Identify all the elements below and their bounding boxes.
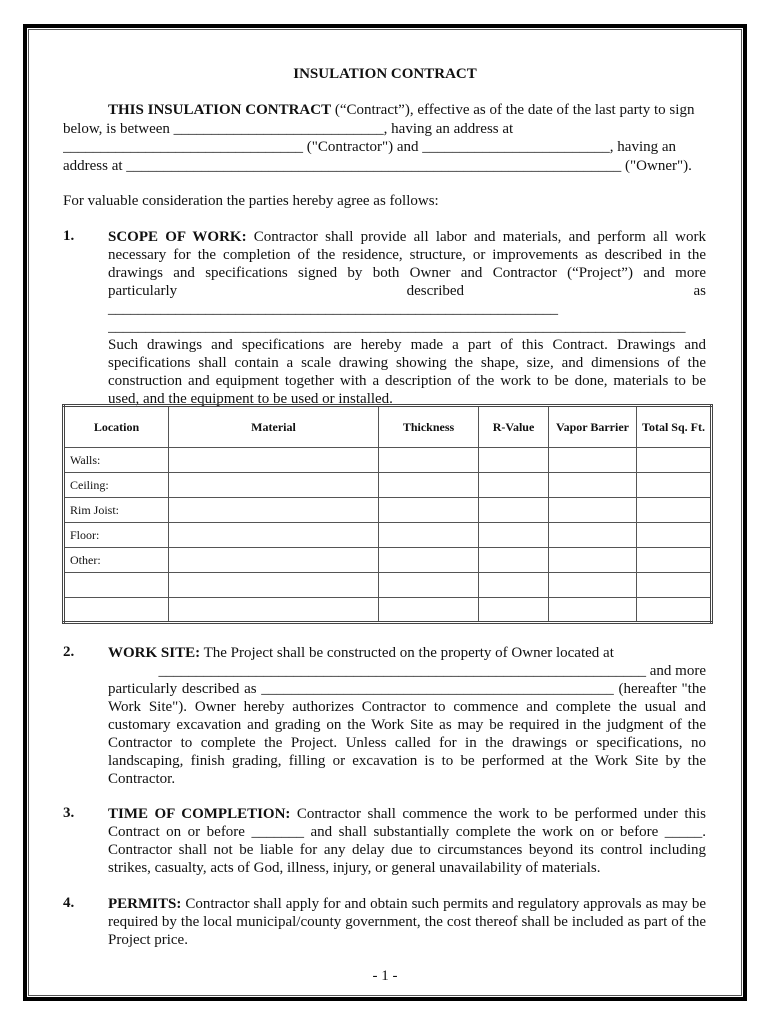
table-cell[interactable] xyxy=(379,473,479,498)
table-cell[interactable] xyxy=(379,548,479,573)
section-number: 2. xyxy=(63,644,75,660)
section-time-of-completion xyxy=(108,805,706,877)
section-text: Contractor shall commence the work to be performed under this Contract on or before _______ and shall substantially complete the work on or before _____. Contractor shall not be liable for any delay due to circumstances beyond its control including strikes, casualty, acts of God, illness, injury, or general unavailability of materials. xyxy=(108,806,706,876)
table-cell[interactable] xyxy=(549,498,637,523)
table-cell[interactable] xyxy=(637,573,712,598)
row-label: Rim Joist: xyxy=(64,498,169,523)
table-cell[interactable] xyxy=(379,448,479,473)
table-cell[interactable] xyxy=(479,473,549,498)
section-heading: PERMITS: xyxy=(108,896,182,912)
table-cell[interactable] xyxy=(479,598,549,623)
section-heading: TIME OF COMPLETION: xyxy=(108,806,291,822)
row-label: Ceiling: xyxy=(64,473,169,498)
table-cell[interactable] xyxy=(479,448,549,473)
document-title: INSULATION CONTRACT xyxy=(293,66,477,82)
section-heading: WORK SITE: xyxy=(108,645,201,661)
table-cell[interactable] xyxy=(169,498,379,523)
column-header: Vapor Barrier xyxy=(549,406,637,448)
section-number: 3. xyxy=(63,805,75,821)
table-cell[interactable] xyxy=(637,473,712,498)
section-text: Contractor shall provide all labor and materials, and perform all work necessary for the completion of the residence, structure, or improvements as described in the drawings and specifications signed by both Owner and Contractor (“Project”) and more particularly described as ____________________________________________________________ xyxy=(108,229,707,317)
table-cell[interactable] xyxy=(637,523,712,548)
column-header: Total Sq. Ft. xyxy=(637,406,712,448)
table-cell[interactable] xyxy=(549,448,637,473)
table-cell[interactable] xyxy=(637,448,712,473)
table-cell[interactable] xyxy=(169,473,379,498)
table-cell[interactable] xyxy=(637,598,712,623)
table-row xyxy=(64,448,712,473)
row-label[interactable] xyxy=(64,598,169,623)
section-text: The Project shall be constructed on the property of Owner located at xyxy=(200,645,614,661)
intro-paragraph xyxy=(63,101,701,175)
intro-line: (“Contract”), effective as of the date of the last party to sign xyxy=(331,102,695,118)
section-number: 1. xyxy=(63,228,75,244)
row-label: Floor: xyxy=(64,523,169,548)
section-number: 4. xyxy=(63,895,75,911)
table-row xyxy=(64,548,712,573)
row-label: Walls: xyxy=(64,448,169,473)
table-cell[interactable] xyxy=(549,473,637,498)
section-text: Such drawings and specifications are hereby made a part of this Contract. Drawings and specifications shall contain a scale drawing showing the shape, size, and dimensions of the construction and equipment together with a description of the work to be done, materials to be used, and the equipment to be used or installed. xyxy=(108,337,706,407)
blank-line: _________________________________________________________________ and more xyxy=(158,663,706,679)
section-text: particularly described as _______________________________________________ (hereafter "the Work Site"). Owner hereby authorizes Contractor to commence and complete the usual and customary excavation and grading on the Work Site as may be required in the judgment of the Contractor to complete the Project. Unless called for in the drawings or specifications, no landscaping, finish grading, filling or excavation is to be performed at the Work Site by the Contractor. xyxy=(108,681,706,787)
table-cell[interactable] xyxy=(379,523,479,548)
insulation-table xyxy=(62,404,713,624)
intro-line: address at __________________________________________________________________ ("Owner"). xyxy=(63,157,692,174)
table-cell[interactable] xyxy=(169,598,379,623)
table-row xyxy=(64,523,712,548)
table-cell[interactable] xyxy=(169,523,379,548)
intro-line: below, is between ____________________________, having an address at xyxy=(63,120,514,137)
table-header-row xyxy=(64,406,712,448)
table-cell[interactable] xyxy=(549,548,637,573)
table-cell[interactable] xyxy=(379,498,479,523)
section-scope-of-work xyxy=(108,228,706,408)
table-cell[interactable] xyxy=(379,573,479,598)
row-label: Other: xyxy=(64,548,169,573)
consideration-text: For valuable consideration the parties hereby agree as follows: xyxy=(63,193,439,209)
table-cell[interactable] xyxy=(169,573,379,598)
table-cell[interactable] xyxy=(479,548,549,573)
column-header: R-Value xyxy=(479,406,549,448)
table-row xyxy=(64,473,712,498)
column-header: Location xyxy=(64,406,169,448)
table-cell[interactable] xyxy=(637,498,712,523)
column-header: Material xyxy=(169,406,379,448)
table-cell[interactable] xyxy=(479,523,549,548)
intro-bold: THIS INSULATION CONTRACT xyxy=(108,102,332,118)
table-cell[interactable] xyxy=(549,598,637,623)
table-cell[interactable] xyxy=(549,523,637,548)
section-permits xyxy=(108,895,706,949)
section-work-site xyxy=(108,644,706,788)
row-label[interactable] xyxy=(64,573,169,598)
table-row xyxy=(64,598,712,623)
table-row xyxy=(64,573,712,598)
intro-line: ________________________________ ("Contractor") and _________________________, having an xyxy=(63,139,677,155)
table-cell[interactable] xyxy=(637,548,712,573)
table-cell[interactable] xyxy=(379,598,479,623)
table-cell[interactable] xyxy=(549,573,637,598)
page-number: - 1 - xyxy=(372,968,398,984)
table-row xyxy=(64,498,712,523)
table-cell[interactable] xyxy=(479,573,549,598)
section-heading: SCOPE OF WORK: xyxy=(108,229,247,245)
table-cell[interactable] xyxy=(169,548,379,573)
section-text: Contractor shall apply for and obtain such permits and regulatory approvals as may be required by the local municipal/county government, the cost thereof shall be included as part of the Project price. xyxy=(108,896,706,948)
table-cell[interactable] xyxy=(479,498,549,523)
column-header: Thickness xyxy=(379,406,479,448)
blank-line: _____________________________________________________________________________ xyxy=(108,319,686,335)
table-cell[interactable] xyxy=(169,448,379,473)
